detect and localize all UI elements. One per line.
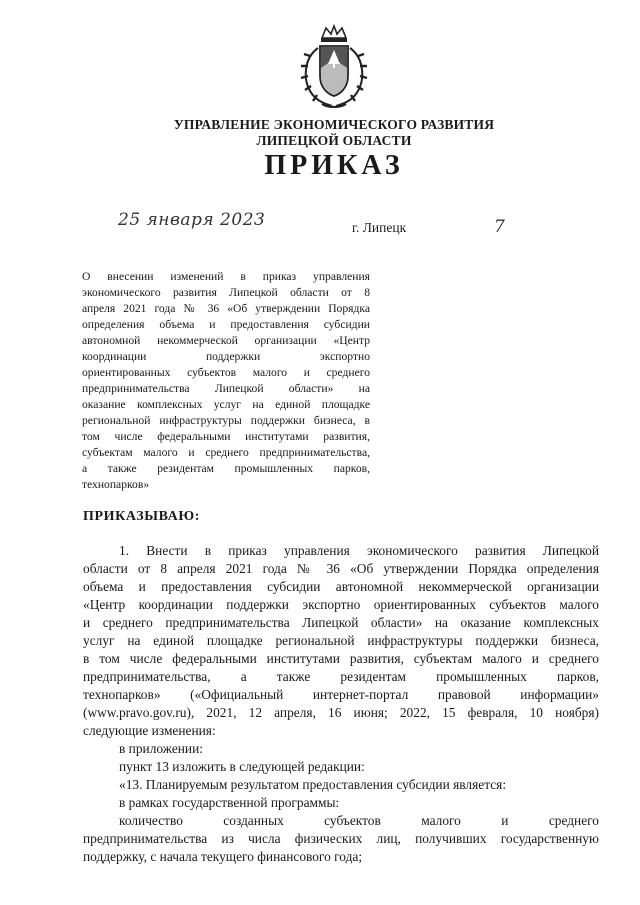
organization-name-line-2: ЛИПЕЦКОЙ ОБЛАСТИ bbox=[256, 133, 412, 148]
subject-line: определения объема и предоставления субсидии bbox=[82, 318, 370, 331]
body-line: количество созданных субъектов малого и среднего bbox=[119, 813, 599, 828]
body-line: (www.pravo.gov.ru), 2021, 12 апреля, 16 июня; 2022, 15 февраля, 10 ноября) bbox=[83, 705, 599, 720]
subject-line: О внесении изменений в приказ управления bbox=[82, 270, 370, 283]
coat-of-arms-emblem bbox=[298, 24, 370, 110]
subject-line: экономического развития Липецкой области от 8 bbox=[82, 286, 370, 299]
body-line: услуг на единой площадке региональной инфраструктуры поддержки бизнеса, bbox=[83, 633, 599, 648]
subject-line: региональной инфраструктуры поддержки бизнеса, в bbox=[82, 414, 370, 427]
handwritten-document-number: 7 bbox=[494, 217, 505, 237]
body-line: 1. Внести в приказ управления экономического развития Липецкой bbox=[119, 543, 599, 558]
subject-line: оказание комплексных услуг на единой площадке bbox=[82, 398, 370, 411]
body-line: в рамках государственной программы: bbox=[119, 795, 340, 810]
body-line: пункт 13 изложить в следующей редакции: bbox=[119, 759, 365, 774]
body-line: «13. Планируемым результатом предоставления субсидии является: bbox=[119, 777, 507, 792]
organization-name-line-1: УПРАВЛЕНИЕ ЭКОНОМИЧЕСКОГО РАЗВИТИЯ bbox=[173, 117, 495, 132]
body-line: в том числе федеральными институтами развития, субъектам малого и среднего bbox=[83, 651, 599, 666]
document-subject bbox=[82, 269, 370, 493]
city-name: г. Липецк bbox=[352, 220, 407, 235]
handwritten-date: 25 января 2023 bbox=[118, 210, 266, 230]
body-line: «Центр координации поддержки экспортно ориентированных субъектов малого bbox=[83, 597, 599, 612]
subject-line: том числе федеральными институтами развития, bbox=[82, 430, 370, 443]
body-line: предпринимательства из числа физических лиц, получивших государственную bbox=[83, 831, 599, 846]
body-line: поддержку, с начала текущего финансового года; bbox=[83, 849, 363, 864]
body-line: в приложении: bbox=[119, 741, 203, 756]
subject-line: координации поддержки экспортно bbox=[82, 350, 370, 363]
subject-line: автономной некоммерческой организации «Центр bbox=[82, 334, 370, 347]
body-line: технопарков» («Официальный интернет-портал правовой информации» bbox=[83, 687, 599, 702]
body-line: следующие изменения: bbox=[83, 723, 216, 738]
body-line: объема и предоставления субсидии автономной некоммерческой организации bbox=[83, 579, 599, 594]
subject-line: а также резидентам промышленных парков, bbox=[82, 462, 370, 475]
order-heading: ПРИКАЗЫВАЮ: bbox=[83, 509, 200, 524]
body-line: и среднего предпринимательства Липецкой области» на оказание комплексных bbox=[83, 615, 599, 630]
subject-line: апреля 2021 года № 36 «Об утверждении Порядка bbox=[82, 302, 370, 315]
subject-line: ориентированных субъектов малого и среднего bbox=[82, 366, 370, 379]
document-type-title: ПРИКАЗ bbox=[264, 150, 404, 181]
subject-line: субъектам малого и среднего предпринимательства, bbox=[82, 446, 370, 459]
body-line: области от 8 апреля 2021 года № 36 «Об утверждении Порядка определения bbox=[83, 561, 599, 576]
body-line: предпринимательства, а также резидентам промышленных парков, bbox=[83, 669, 599, 684]
subject-line: предпринимательства Липецкой области» на bbox=[82, 382, 370, 395]
subject-line: технопарков» bbox=[82, 478, 150, 491]
